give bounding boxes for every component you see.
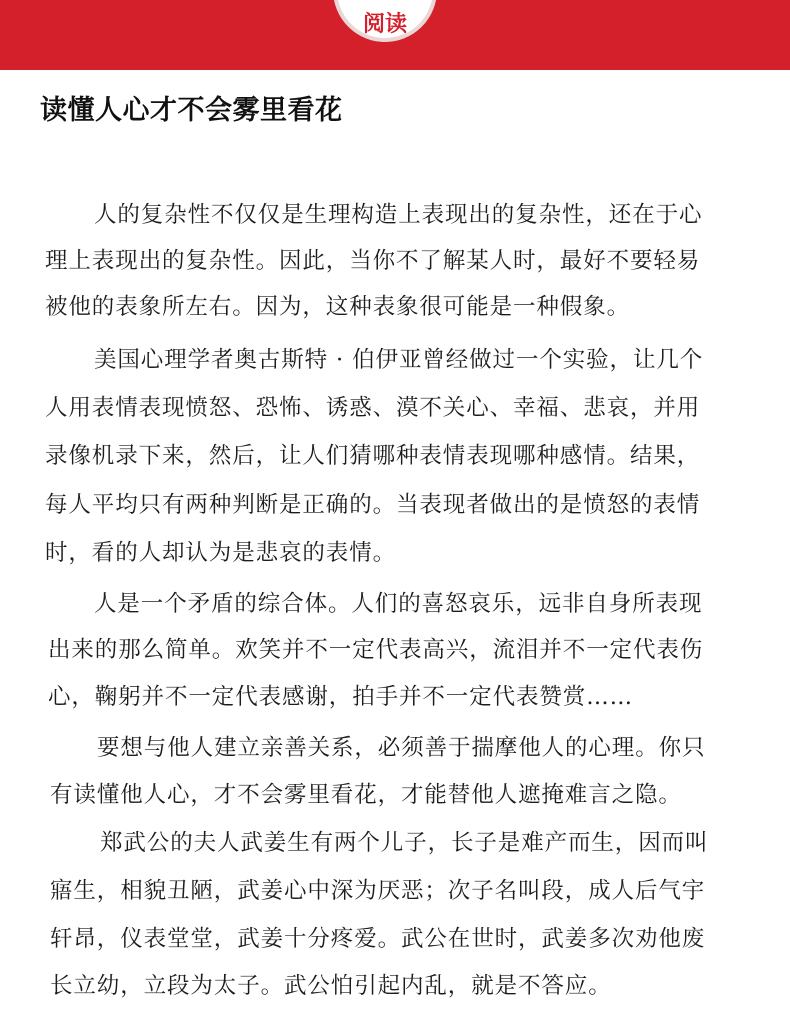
text-line: 美国心理学者奥古斯特 · 伯伊亚曾经做过一个实验，让几个 [94,347,704,373]
page-title: 读懂人心才不会雾里看花 [40,95,343,126]
text-line: 轩昂，仪表堂堂，武姜十分疼爱。武公在世时，武姜多次劝他废 [50,926,706,952]
text-line: 心，鞠躬并不一定代表感谢，拍手并不一定代表赞赏…… [48,684,634,710]
text-line: 寤生，相貌丑陋，武姜心中深为厌恶；次子名叫段，成人后气宇 [50,878,706,904]
text-line: 出来的那么简单。欢笑并不一定代表高兴，流泪并不一定代表伤 [48,637,704,663]
banner-badge [333,0,437,42]
text-line: 有读懂他人心，才不会雾里看花，才能替他人遮掩难言之隐。 [50,782,682,808]
banner-badge-text: 阅读 [362,11,407,37]
text-line: 人的复杂性不仅仅是生理构造上表现出的复杂性，还在于心 [94,202,703,228]
text-line: 被他的表象所左右。因为，这种表象很可能是一种假象。 [45,294,631,320]
text-line: 人是一个矛盾的综合体。人们的喜怒哀乐，远非自身所表现 [94,591,703,617]
text-line: 长立幼，立段为太子。武公怕引起内乱，就是不答应。 [50,973,612,999]
text-line: 要想与他人建立亲善关系，必须善于揣摩他人的心理。你只 [97,735,706,761]
text-line: 理上表现出的复杂性。因此，当你不了解某人时，最好不要轻易 [45,248,701,274]
text-line: 人用表情表现愤怒、恐怖、诱惑、漠不关心、幸福、悲哀，并用 [45,395,701,421]
text-line: 郑武公的夫人武姜生有两个儿子，长子是难产而生，因而叫 [100,830,709,856]
text-line: 每人平均只有两种判断是正确的。当表现者做出的是愤怒的表情 [45,492,701,518]
text-line: 录像机录下来，然后，让人们猜哪种表情表现哪种感情。结果， [45,443,701,469]
text-line: 时，看的人却认为是悲哀的表情。 [45,540,397,566]
top-banner [0,0,790,70]
